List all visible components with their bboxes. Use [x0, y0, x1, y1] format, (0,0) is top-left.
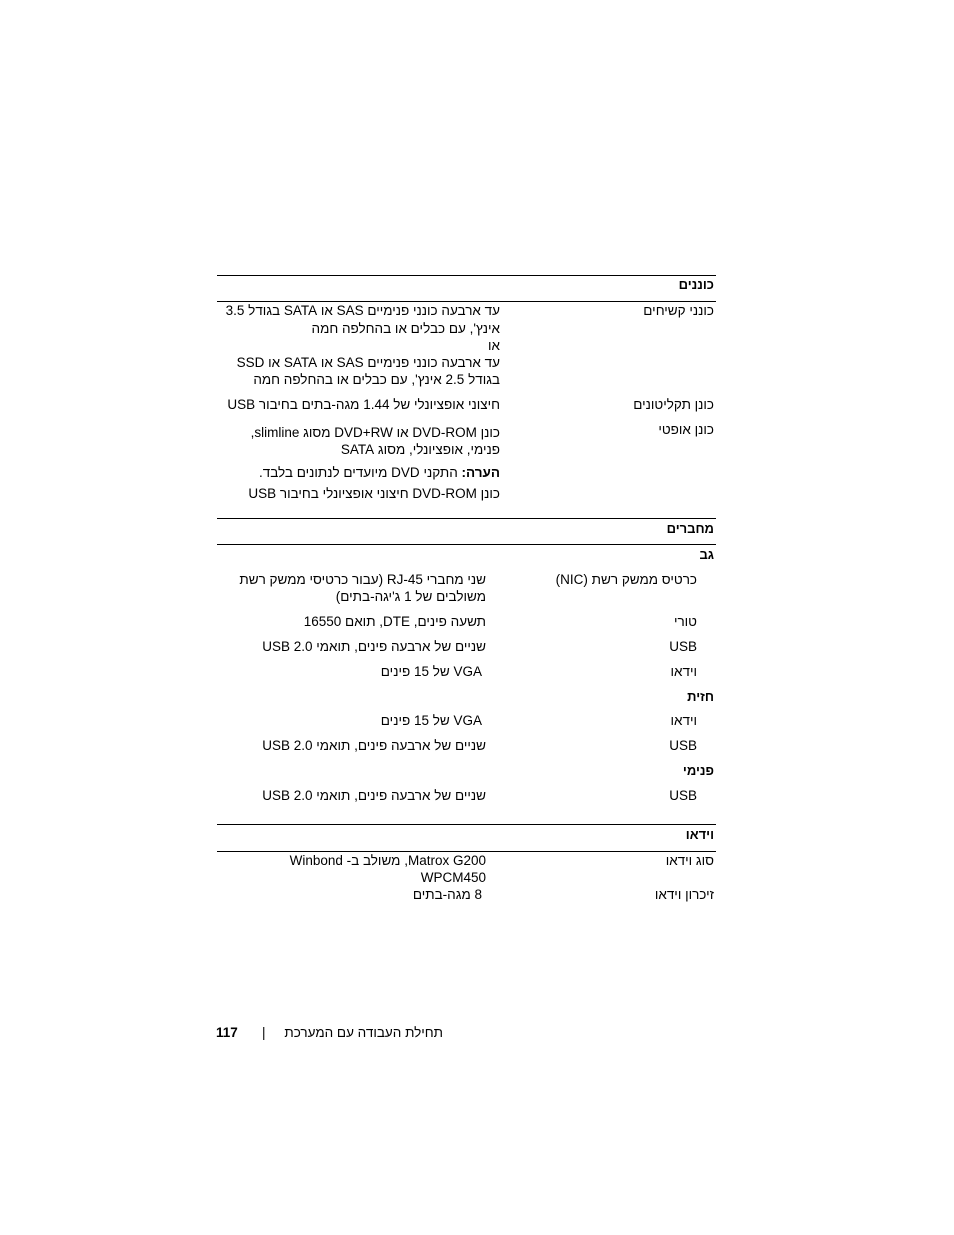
- connectors-nic-label: כרטיס ממשק רשת (NIC): [555, 572, 697, 587]
- video-type-value-2: WPCM450: [420, 870, 486, 885]
- footer-separator: |: [262, 1025, 266, 1040]
- connectors-top-rule: [217, 518, 716, 519]
- connectors-back-title: גב: [699, 547, 714, 562]
- footer-title: תחילת העבודה עם המערכת: [284, 1025, 443, 1040]
- connectors-front-video-value: VGA של 15 פינים: [380, 713, 482, 728]
- drives-hdd-value-3: או: [488, 338, 500, 353]
- connectors-internal-usb-value: שניים של ארבעה פינים, תואמי USB 2.0: [262, 788, 486, 803]
- connectors-back-video-label: וידאו: [670, 664, 697, 679]
- connectors-front-title: חזית: [687, 689, 714, 704]
- connectors-serial-value: תשעה פינים, DTE, תואם 16550: [303, 614, 486, 629]
- video-top-rule: [217, 824, 716, 825]
- note-label: הערה:: [461, 465, 500, 480]
- connectors-front-video-label: וידאו: [670, 713, 697, 728]
- connectors-internal-usb-label: USB: [669, 788, 697, 803]
- video-memory-label: זיכרון וידאו: [654, 887, 714, 902]
- video-type-value-1: Matrox G200, משולב ב- Winbond: [289, 853, 486, 868]
- connectors-front-usb-value: שניים של ארבעה פינים, תואמי USB 2.0: [262, 738, 486, 753]
- connectors-serial-label: טורי: [673, 614, 697, 629]
- connectors-section-title: מחברים: [666, 521, 714, 536]
- drives-optical-label: כונן אופטי: [658, 422, 714, 437]
- connectors-back-video-value: VGA של 15 פינים: [380, 664, 482, 679]
- drives-hdd-label: כונני קשיחים: [643, 303, 714, 318]
- connectors-back-usb-label: USB: [669, 639, 697, 654]
- note-text: התקני DVD מיועדים לנתונים בלבד.: [259, 465, 462, 480]
- drives-top-rule: [217, 275, 716, 276]
- connectors-internal-title: פנימי: [682, 763, 714, 778]
- drives-hdd-value-1: עד ארבעה כונני פנימיים SAS או SATA בגודל 3.5: [225, 303, 500, 318]
- drives-external-dvd: כונן DVD-ROM חיצוני אופציונלי בחיבור USB: [248, 486, 500, 501]
- video-section-title: וידאו: [685, 827, 714, 842]
- connectors-back-usb-value: שניים של ארבעה פינים, תואמי USB 2.0: [262, 639, 486, 654]
- drives-hdd-value-5: בגודל 2.5 אינץ', עם כבלים או בהחלפה חמה: [253, 372, 500, 387]
- video-type-label: סוג וידאו: [665, 853, 714, 868]
- drives-section-title: כוננים: [678, 277, 714, 292]
- page-number: 117: [216, 1025, 238, 1040]
- connectors-front-usb-label: USB: [669, 738, 697, 753]
- connectors-nic-value-1: שני מחברי RJ-45 (עבור כרטיסי ממשק רשת: [239, 572, 486, 587]
- drives-optical-value-1: כונן DVD-ROM או DVD+RW מסוג slimline,: [250, 425, 500, 440]
- drives-note: [259, 464, 500, 481]
- drives-floppy-label: כונן תקליטונים: [633, 397, 714, 412]
- connectors-nic-value-2: משולבים של 1 ג'יגה-בתים): [335, 589, 486, 604]
- drives-hdd-value-4: עד ארבעה כונני פנימיים SAS או SATA או SSD: [236, 355, 500, 370]
- connectors-header-rule: [217, 544, 716, 545]
- drives-hdd-value-2: אינץ', עם כבלים או בהחלפה חמה: [311, 321, 500, 336]
- drives-floppy-value: חיצוני אופציונלי של 1.44 מגה-בתים בחיבור USB: [227, 397, 500, 412]
- drives-optical-value-2: פנימי, אופציונלי, מסוג SATA: [340, 442, 500, 457]
- video-memory-value: 8 מגה-בתים: [412, 887, 482, 902]
